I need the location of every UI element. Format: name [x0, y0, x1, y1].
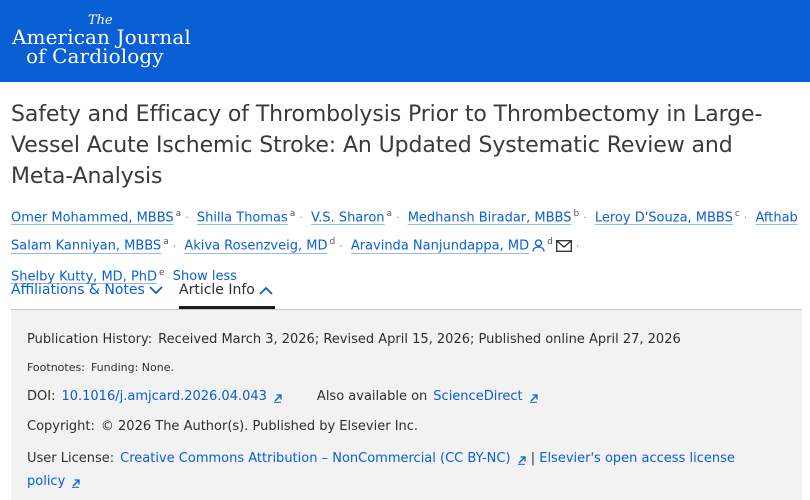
copyright-value: © 2026 The Author(s). Published by Elsevier Inc. — [100, 419, 419, 434]
affiliation-marker: a — [175, 209, 182, 219]
separator: · — [583, 211, 587, 225]
article-info-panel — [11, 310, 802, 500]
tab-affiliations[interactable] — [11, 282, 164, 300]
footnotes-label: Footnotes: — [27, 361, 85, 374]
tab-article-info-label: Article Info — [179, 282, 255, 298]
copyright-label: Copyright: — [27, 419, 95, 434]
chevron-up-icon — [258, 284, 274, 300]
person-icon[interactable] — [532, 237, 545, 261]
external-link-icon[interactable] — [71, 475, 81, 495]
license-separator: | — [530, 451, 536, 466]
separator: · — [396, 211, 400, 225]
separator: · — [185, 211, 189, 225]
author-link[interactable]: Aravinda Nanjundappa, MD — [350, 238, 530, 254]
sciencedirect-link[interactable]: ScienceDirect — [433, 389, 523, 404]
show-less-link[interactable]: Show less — [172, 268, 238, 284]
author-link[interactable]: Akiva Rosenzveig, MD — [184, 238, 328, 254]
author-link[interactable]: Shelby Kutty, MD, PhD — [11, 268, 158, 284]
logo-the: The — [88, 13, 113, 28]
affiliation-marker: e — [159, 267, 165, 278]
separator: · — [339, 239, 343, 253]
mail-icon[interactable] — [556, 237, 572, 261]
separator: · — [299, 211, 303, 225]
separator: · — [743, 211, 748, 225]
doi-row — [27, 389, 539, 407]
publication-history — [27, 332, 681, 347]
affiliation-marker: a — [163, 237, 169, 248]
external-link-icon[interactable] — [273, 392, 283, 407]
separator: · — [575, 239, 580, 253]
separator: · — [172, 239, 177, 253]
author-link[interactable]: Omer Mohammed, MBBS — [11, 210, 174, 226]
license-label: User License: — [27, 451, 115, 466]
author-list — [11, 202, 801, 289]
affiliation-marker: b — [573, 209, 580, 219]
affiliation-marker: a — [386, 209, 393, 219]
author-link[interactable]: V.S. Sharon — [310, 210, 385, 226]
chevron-down-icon — [148, 284, 164, 300]
tab-article-info[interactable] — [179, 282, 274, 300]
logo-line1: American Journal — [12, 25, 191, 49]
logo-line2: of Cardiology — [26, 44, 164, 68]
author-link[interactable]: Shilla Thomas — [196, 210, 288, 226]
doi-label: DOI: — [27, 389, 56, 404]
affiliation-marker: c — [734, 209, 740, 219]
tab-affiliations-label: Affiliations & Notes — [11, 282, 145, 298]
also-available-label: Also available on — [316, 389, 428, 404]
external-link-icon[interactable] — [529, 392, 539, 407]
policy-link[interactable]: Elsevier's open access license policy — [27, 451, 735, 489]
affiliation-marker: d — [329, 237, 336, 248]
license-row — [27, 449, 767, 495]
footnotes-value: Funding: None. — [90, 361, 174, 374]
author-link[interactable]: Afthab Salam Kanniyan, MBBS — [11, 210, 798, 254]
doi-link[interactable]: 10.1016/j.amjcard.2026.04.043 — [61, 389, 267, 404]
author-link[interactable]: Medhansh Biradar, MBBS — [407, 210, 572, 226]
external-link-icon[interactable] — [517, 452, 527, 472]
history-label: Publication History: — [27, 332, 153, 347]
history-value: Received March 3, 2026; Revised April 15, 2026; Published online April 27, 2026 — [158, 332, 681, 347]
journal-header — [0, 0, 810, 82]
article-title: Safety and Efficacy of Thrombolysis Prior to Thrombectomy in Large-Vessel Acute Ischemic Stroke: An Updated Systematic Review and Meta-Analysis — [11, 102, 763, 189]
affiliation-marker: d — [547, 237, 553, 248]
copyright-row — [27, 419, 418, 434]
license-link[interactable]: Creative Commons Attribution – NonCommercial (CC BY-NC) — [120, 451, 511, 466]
affiliation-marker: a — [289, 209, 296, 219]
footnotes — [27, 361, 174, 374]
author-link[interactable]: Leroy D'Souza, MBBS — [594, 210, 733, 226]
